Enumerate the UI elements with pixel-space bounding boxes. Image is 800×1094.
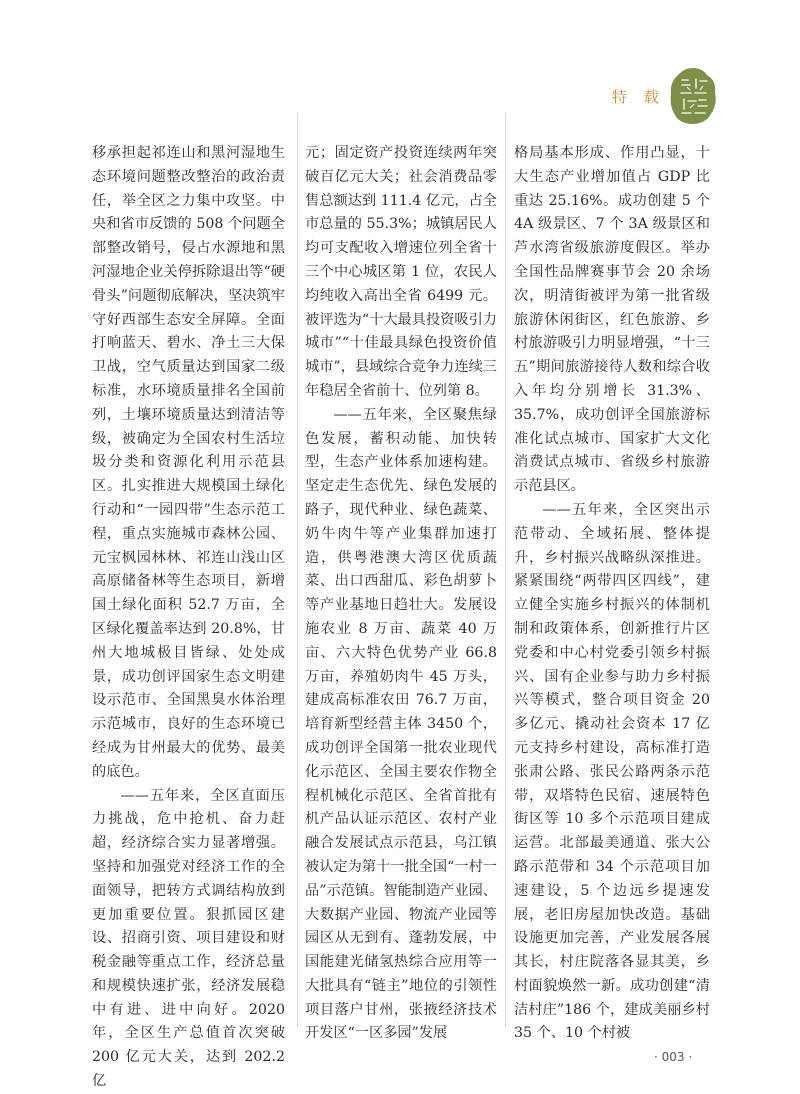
- column-divider-left: [297, 113, 298, 1027]
- paragraph: 格局基本形成、作用凸显，十大生态产业增加值占 GDP 比重达 25.16%。成功创建 5 个 4A 级景区、7 个 3A 级景区和芦水湾省级旅游度假区。举办全国性品牌赛事节会 20 余场次，明清街被评为第一批省级旅游休闲街区，红色旅游、乡村旅游吸引力明显增强，“十三五”期间旅游接待人数和综合收入年均分别增长 31.3%、35.7%，成功创评全国旅游标准化试点城市、国家扩大文化消费试点城市、省级乡村旅游示范县区。: [514, 145, 710, 495]
- page-number: · 003 ·: [654, 1050, 693, 1064]
- paragraph: 元；固定资产投资连续两年突破百亿元大关；社会消费品零售总额达到 111.4 亿元，占全市总量的 55.3%；城镇居民人均可支配收入增速位列全省十三个中心城区第 1 位，农民人均纯收入高出全省 6499 元。被评选为“十大最具投资吸引力城市”“十佳最具绿色投资价值城市”，县域综合竞争力连续三年稳居全省前十、位列第 8。: [305, 145, 497, 399]
- column-divider-right: [505, 113, 506, 1027]
- paragraph: ——五年来，全区聚焦绿色发展，蓄积动能、加快转型，生态产业体系加速构建。坚定走生态优先、绿色发展的路子，现代种业、绿色蔬菜、奶牛肉牛等产业集群加速打造，供粤港澳大湾区优质蔬菜、出口西甜瓜、彩色胡萝卜等产业基地日趋壮大。发展设施农业 8 万亩、蔬菜 40 万亩、六大特色优势产业 66.8 万亩，养殖奶肉牛 45 万头，建成高标准农田 76.7 万亩，培育新型经营主体 3450 个，成功创评全国第一批农业现代化示范区、全国主要农作物全程机械化示范区、全省首批有机产品认证示范区、农村产业融合发展试点示范县，乌江镇被认定为第十一批全国“一村一品”示范镇。智能制造产业园、大数据产业园、物流产业园等园区从无到有、蓬勃发展，中国能建光储氢热综合应用等一大批具有“链主”地位的引领性项目落户甘州，张掖经济技术开发区“一区多园”发展: [305, 406, 497, 1042]
- text-column-right: [514, 142, 710, 1046]
- text-column-left: [92, 142, 285, 1094]
- paragraph: ——五年来，全区直面压力挑战，危中抢机、奋力赶超，经济综合实力显著增强。坚持和加强党对经济工作的全面领导，把转方式调结构放到更加重要位置。狠抓园区建设、招商引资、项目建设和财税金融等重点工作，经济总量和规模快速扩张，经济发展稳中有进、进中向好。2020 年，全区生产总值首次突破 200 亿元大关，达到 202.2 亿: [92, 787, 285, 1090]
- seal-stamp-icon: [668, 66, 718, 126]
- text-column-middle: [305, 142, 497, 1046]
- paragraph: 移承担起祁连山和黑河湿地生态环境问题整改整治的政治责任，举全区之力集中攻坚。中央和省市反馈的 508 个问题全部整改销号，侵占水源地和黑河湿地企业关停拆除退出等“硬骨头”问题彻底解决，坚决筑牢守好西部生态安全屏障。全面打响蓝天、碧水、净土三大保卫战，空气质量达到国家二级标准，水环境质量排名全国前列，土壤环境质量达到清洁等级，被确定为全国农村生活垃圾分类和资源化利用示范县区。扎实推进大规模国土绿化行动和“一园四带”生态示范工程，重点实施城市森林公园、元宝枫园林林、祁连山浅山区高原储备林等生态项目，新增国土绿化面积 52.7 万亩，全区绿化覆盖率达到 20.8%，甘州大地城极目皆绿、处处成景，成功创评国家生态文明建设示范市、全国黑臭水体治理示范城市，良好的生态环境已经成为甘州最大的优势、最美的底色。: [92, 145, 285, 780]
- paragraph: ——五年来，全区突出示范带动、全域拓展、整体提升，乡村振兴战略纵深推进。紧紧围绕“两带四区四线”，建立健全实施乡村振兴的体制机制和政策体系，创新推行片区党委和中心村党委引领乡村振兴、国有企业参与助力乡村振兴等模式，整合项目资金 20 多亿元、撬动社会资本 17 亿元支持乡村建设，高标准打造张肃公路、张民公路两条示范带，双塔特色民宿、速展特色街区等 10 多个示范项目建成运营。北部最美通道、张大公路示范带和 34 个示范项目加速建设，5 个边远乡提速发展，老旧房屋加快改造。基础设施更加完善，产业发展各展其长，村庄院落各显其美，乡村面貌焕然一新。成功创建“清洁村庄”186 个，建成美丽乡村 35 个、10 个村被: [514, 501, 710, 1042]
- section-title: 特 载: [612, 88, 665, 106]
